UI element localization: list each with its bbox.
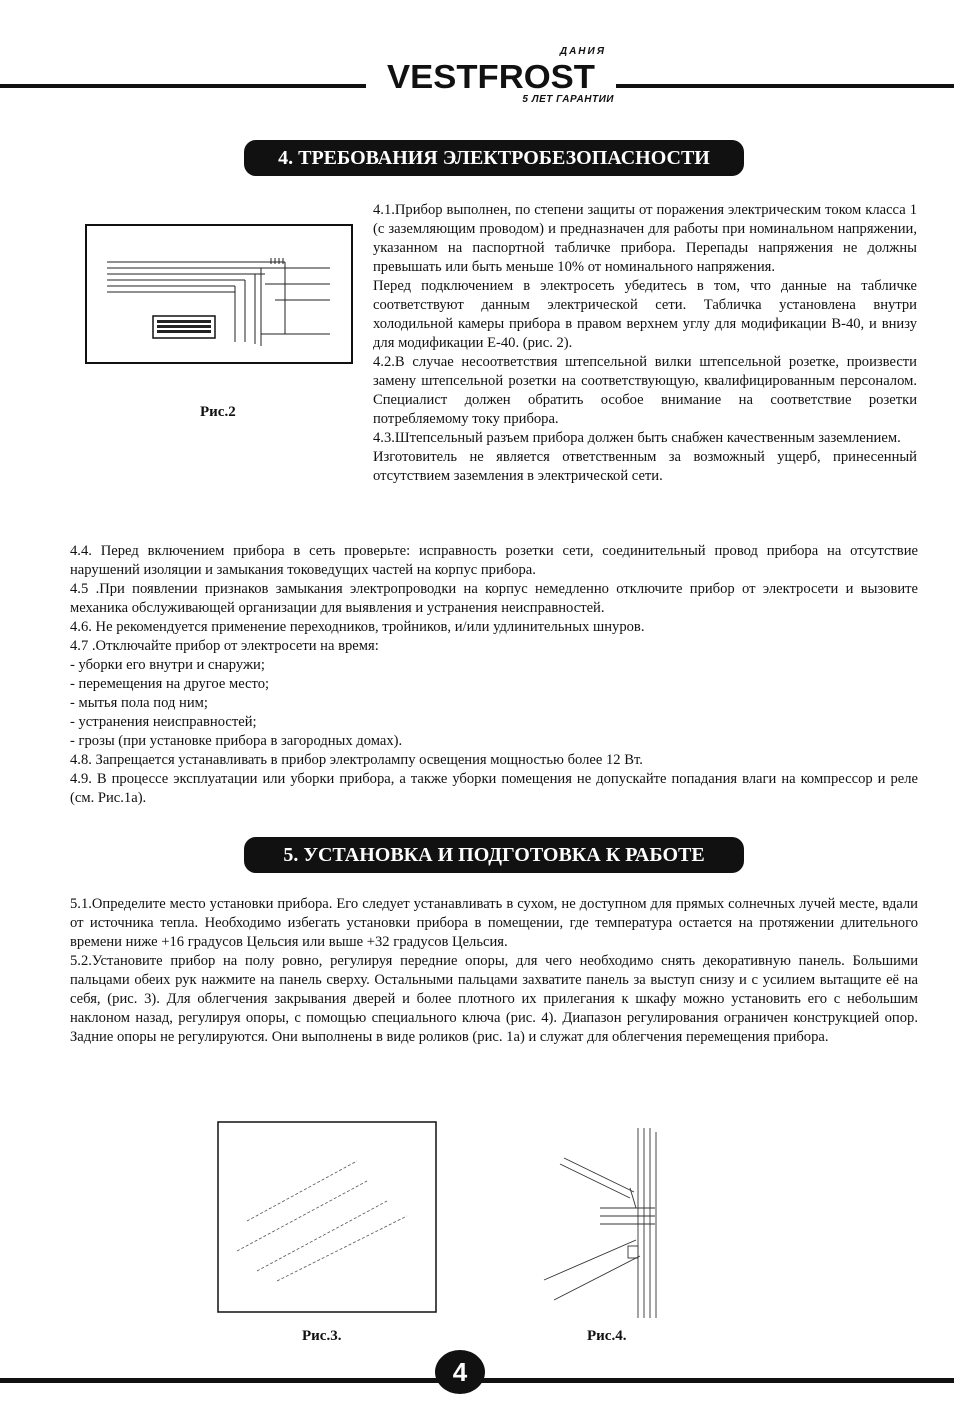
list-item: - уборки его внутри и снаружи; bbox=[70, 657, 265, 673]
header-rule-right bbox=[616, 84, 954, 88]
paragraph: Перед подключением в электросеть убедитесь в том, что данные на табличке соответствуют данным электрической сети. Табличка установлена внутри холодильной камеры прибора в правом верхнем углу для модификации В-40, и внизу для модификации Е-40. (рис. 2). bbox=[373, 278, 917, 351]
figure-4-caption: Рис.4. bbox=[587, 1328, 627, 1344]
paragraph: 4.6. Не рекомендуется применение переходников, тройников, и/или удлинительных шнуров. bbox=[70, 619, 645, 635]
list-item: - перемещения на другое место; bbox=[70, 676, 270, 692]
paragraph: 4.2.В случае несоответствия штепсельной вилки штепсельной розетке, произвести замену штепсельной розетки на соответствующую, квалифицированным персоналом. Специалист должен обратить особое внимание на соответствие розетки потребляемому току прибора. bbox=[373, 354, 917, 427]
list-item: - устранения неисправностей; bbox=[70, 714, 257, 730]
paragraph: 5.1.Определите место установки прибора. Его следует устанавливать в сухом, не доступном для прямых солнечных лучей месте, вдали от источника тепла. Необходимо избегать установки прибора в помещении, где температура остается на протяжении длительного времени ниже +16 градусов Цельсия или выше +32 градусов Цельсия. bbox=[70, 896, 918, 950]
section-5-body-text bbox=[70, 895, 918, 1047]
paragraph: 4.4. Перед включением прибора в сеть проверьте: исправность розетки сети, соединительный провод прибора на отсутствие нарушений изоляции и замыкания токоведущих частей на корпус прибора. bbox=[70, 543, 918, 578]
paragraph: 4.9. В процессе эксплуатации или уборки прибора, а также уборки помещения не допускайте попадания влаги на компрессор и реле (см. Рис.1а). bbox=[70, 771, 918, 806]
figure-2 bbox=[85, 224, 353, 364]
paragraph: 5.2.Установите прибор на полу ровно, регулируя передние опоры, для чего необходимо снять декоративную панель. Большими пальцами обеих рук нажмите на панель сверху. Остальными пальцами захватите панель за выступ снизу и с усилием вытащите её на себя, (рис. 3). Для облегчения закрывания дверей и более плотного их прилегания к шкафу можно установить его с небольшим наклоном назад, регулируя опоры, с помощью специального ключа (рис. 4). Диапазон регулирования ограничен конструкцией опор. Задние опоры не регулируются. Они выполнены в виде роликов (рис. 1а) и служат для облегчения перемещения прибора. bbox=[70, 953, 918, 1045]
figure-4 bbox=[540, 1128, 670, 1328]
paragraph: 4.8. Запрещается устанавливать в прибор электролампу освещения мощностью более 12 Вт. bbox=[70, 752, 643, 768]
figure-2-caption: Рис.2 bbox=[200, 404, 236, 420]
page-number: 4 bbox=[435, 1350, 485, 1394]
paragraph: Изготовитель не является ответственным за возможный ущерб, принесенный отсутствием заземления в электрической сети. bbox=[373, 449, 917, 484]
figure-3 bbox=[217, 1121, 437, 1313]
brand-logo: VESTFROST bbox=[387, 58, 595, 95]
list-item: - мытья пола под ним; bbox=[70, 695, 208, 711]
section-5-title: 5. УСТАНОВКА И ПОДГОТОВКА К РАБОТЕ bbox=[244, 837, 744, 873]
header-rule-left bbox=[0, 84, 366, 88]
paragraph: 4.3.Штепсельный разъем прибора должен быть снабжен качественным заземлением. bbox=[373, 430, 901, 446]
figure-3-caption: Рис.3. bbox=[302, 1328, 342, 1344]
brand-warranty: 5 ЛЕТ ГАРАНТИИ bbox=[522, 94, 614, 105]
section-4-body-text bbox=[70, 542, 918, 808]
figure-3-drawing bbox=[217, 1121, 437, 1313]
paragraph: 4.5 .При появлении признаков замыкания электропроводки на корпус немедленно отключите прибор от электросети и вызовите механика обслуживающей организации для выявления и устранения неисправностей. bbox=[70, 581, 918, 616]
section-4-title: 4. ТРЕБОВАНИЯ ЭЛЕКТРОБЕЗОПАСНОСТИ bbox=[244, 140, 744, 176]
figure-4-drawing bbox=[540, 1128, 670, 1328]
paragraph: 4.1.Прибор выполнен, по степени защиты от поражения электрическим током класса 1 (с заземляющим проводом) и предназначен для работы при номинальном напряжении, указанном на паспортной табличке прибора. Перепады напряжения не должны превышать или быть меньше 10% от номинального напряжения. bbox=[373, 202, 917, 275]
figure-2-drawing bbox=[85, 224, 353, 364]
brand-country: ДАНИЯ bbox=[559, 46, 606, 57]
section-4-intro-text bbox=[373, 201, 917, 486]
list-item: - грозы (при установке прибора в загородных домах). bbox=[70, 733, 403, 749]
paragraph: 4.7 .Отключайте прибор от электросети на время: bbox=[70, 638, 379, 654]
